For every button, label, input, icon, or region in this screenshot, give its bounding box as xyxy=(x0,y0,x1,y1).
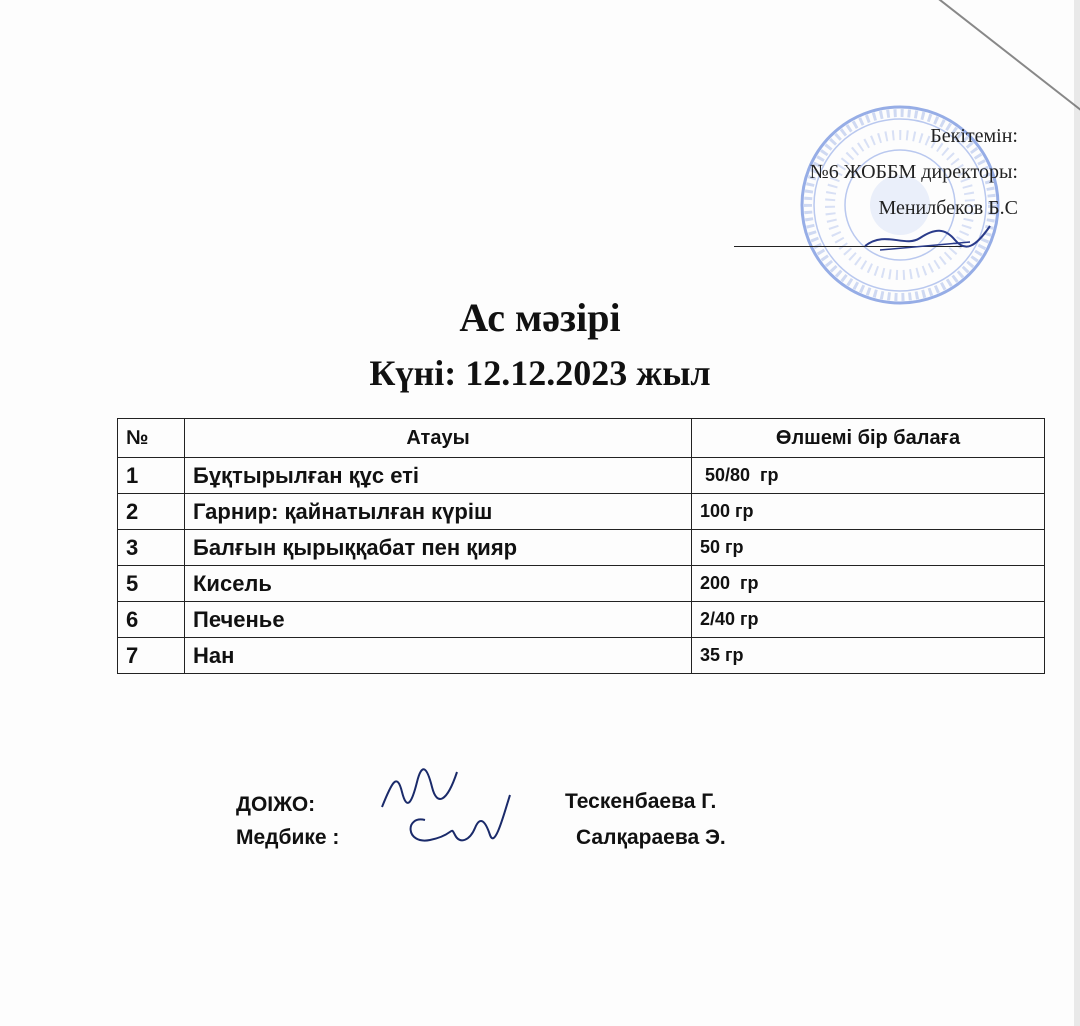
header-name: Атауы xyxy=(185,419,692,458)
row-dish-name: Бұқтырылған құс еті xyxy=(185,458,692,494)
row-amount: 200 гр xyxy=(692,566,1045,602)
row-dish-name: Печенье xyxy=(185,602,692,638)
row-number: 1 xyxy=(118,458,185,494)
table-header-row xyxy=(118,419,1045,458)
date-line: Күні: 12.12.2023 жыл xyxy=(369,353,711,393)
row-number: 3 xyxy=(118,530,185,566)
row-dish-name: Балғын қырыққабат пен қияр xyxy=(185,530,692,566)
approval-position: №6 ЖОББМ директоры: xyxy=(809,161,1018,183)
header-number: № xyxy=(118,419,185,458)
table-row xyxy=(118,566,1045,602)
table-row xyxy=(118,530,1045,566)
table-row xyxy=(118,602,1045,638)
row-dish-name: Нан xyxy=(185,638,692,674)
table-row xyxy=(118,494,1045,530)
signature-role-dozho: ДОІЖО: xyxy=(236,793,316,816)
row-number: 5 xyxy=(118,566,185,602)
approval-director-name: Менилбеков Б.С xyxy=(878,197,1018,219)
table-row xyxy=(118,458,1045,494)
table-row xyxy=(118,638,1045,674)
signature-person-nurse: Салқараева Э. xyxy=(576,826,726,849)
signature-person-dozho: Тескенбаева Г. xyxy=(565,790,717,813)
row-amount: 2/40 гр xyxy=(692,602,1045,638)
director-signature xyxy=(860,218,1000,258)
row-amount: 50/80 гр xyxy=(692,458,1045,494)
row-number: 2 xyxy=(118,494,185,530)
signature-role-nurse: Медбике : xyxy=(236,826,340,849)
row-amount: 100 гр xyxy=(692,494,1045,530)
header-amount: Өлшемі бір балаға xyxy=(692,419,1045,458)
approval-block xyxy=(810,118,1018,226)
approval-heading: Бекітемін: xyxy=(930,125,1018,147)
row-number: 6 xyxy=(118,602,185,638)
page-edge xyxy=(1074,0,1080,1026)
nurse-signature xyxy=(400,790,530,850)
row-number: 7 xyxy=(118,638,185,674)
row-amount: 35 гр xyxy=(692,638,1045,674)
menu-table xyxy=(117,418,1045,674)
row-amount: 50 гр xyxy=(692,530,1045,566)
row-dish-name: Гарнир: қайнатылған күріш xyxy=(185,494,692,530)
row-dish-name: Кисель xyxy=(185,566,692,602)
page-title: Ас мәзірі xyxy=(459,295,621,340)
